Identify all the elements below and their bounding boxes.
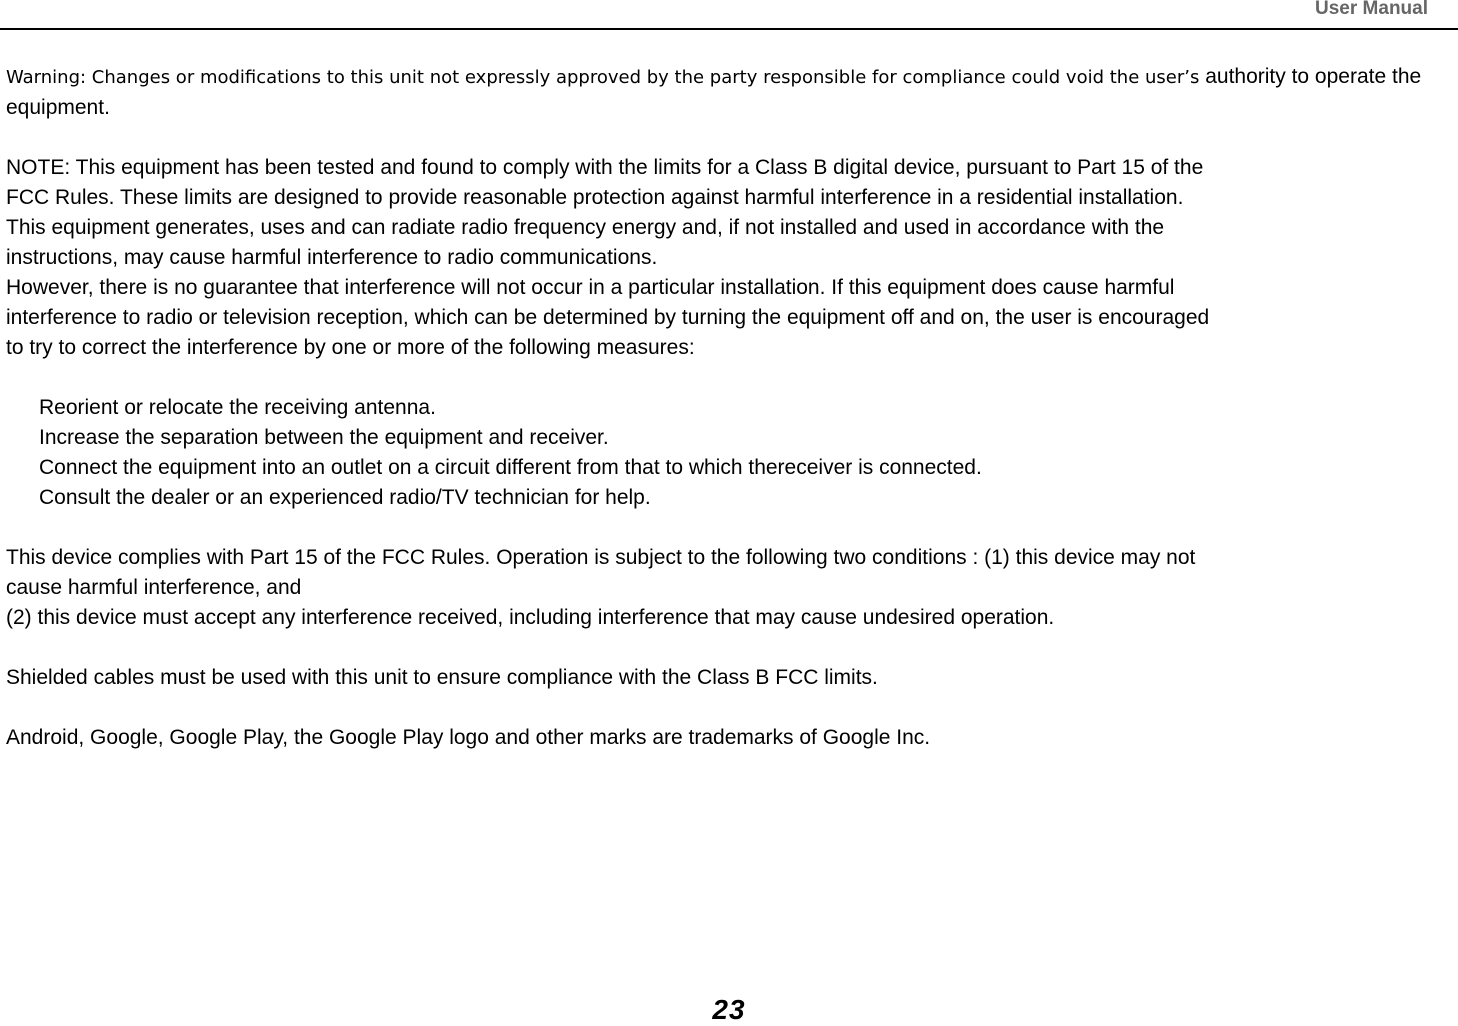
page-header	[0, 0, 1458, 30]
document-body	[6, 62, 1456, 753]
spacer	[6, 123, 1456, 153]
measure-item: Connect the equipment into an outlet on a circuit different from that to which thereceiver is connected.	[39, 456, 982, 479]
note-line: However, there is no guarantee that interference will not occur in a particular installation. If this equipment does cause harmful	[6, 276, 1175, 299]
measure-item: Consult the dealer or an experienced radio/TV technician for help.	[39, 486, 651, 509]
spacer	[6, 693, 1456, 723]
page-number: 23	[712, 994, 746, 1025]
note-line: to try to correct the interference by one or more of the following measures:	[6, 336, 695, 359]
compliance-line: This device complies with Part 15 of the FCC Rules. Operation is subject to the following two conditions : (1) this device may not	[6, 546, 1196, 569]
note-line: instructions, may cause harmful interference to radio communications.	[6, 246, 658, 269]
measure-item: Reorient or relocate the receiving antenna.	[39, 396, 436, 419]
measures-list	[6, 393, 1456, 513]
header-title: User Manual	[1315, 0, 1428, 19]
compliance-line: cause harmful interference, and	[6, 576, 302, 599]
compliance-line: (2) this device must accept any interference received, including interference that may cause undesired operation.	[6, 606, 1055, 629]
trademark-paragraph: Android, Google, Google Play, the Google Play logo and other marks are trademarks of Google Inc.	[6, 726, 931, 749]
note-line: interference to radio or television reception, which can be determined by turning the equipment off and on, the user is encouraged	[6, 306, 1210, 329]
shielded-cables-paragraph: Shielded cables must be used with this unit to ensure compliance with the Class B FCC limits.	[6, 666, 878, 689]
spacer	[6, 513, 1456, 543]
measure-item: Increase the separation between the equipment and receiver.	[39, 426, 609, 449]
spacer	[6, 633, 1456, 663]
warning-paragraph	[6, 62, 1456, 123]
spacer	[6, 363, 1456, 393]
note-line: This equipment generates, uses and can radiate radio frequency energy and, if not installed and used in accordance with the	[6, 216, 1165, 239]
warning-lead-text: Warning: Changes or modifications to this unit not expressly approved by the party responsible for compliance could void the user’s	[6, 67, 1200, 88]
warning-tail-text: authority to operate the equipment.	[6, 65, 1422, 119]
note-paragraph	[6, 153, 1456, 363]
note-line: FCC Rules. These limits are designed to provide reasonable protection against harmful interference in a residential installation.	[6, 186, 1184, 209]
note-line: NOTE: This equipment has been tested and found to comply with the limits for a Class B digital device, pursuant to Part 15 of the	[6, 156, 1204, 179]
compliance-paragraph	[6, 543, 1456, 633]
